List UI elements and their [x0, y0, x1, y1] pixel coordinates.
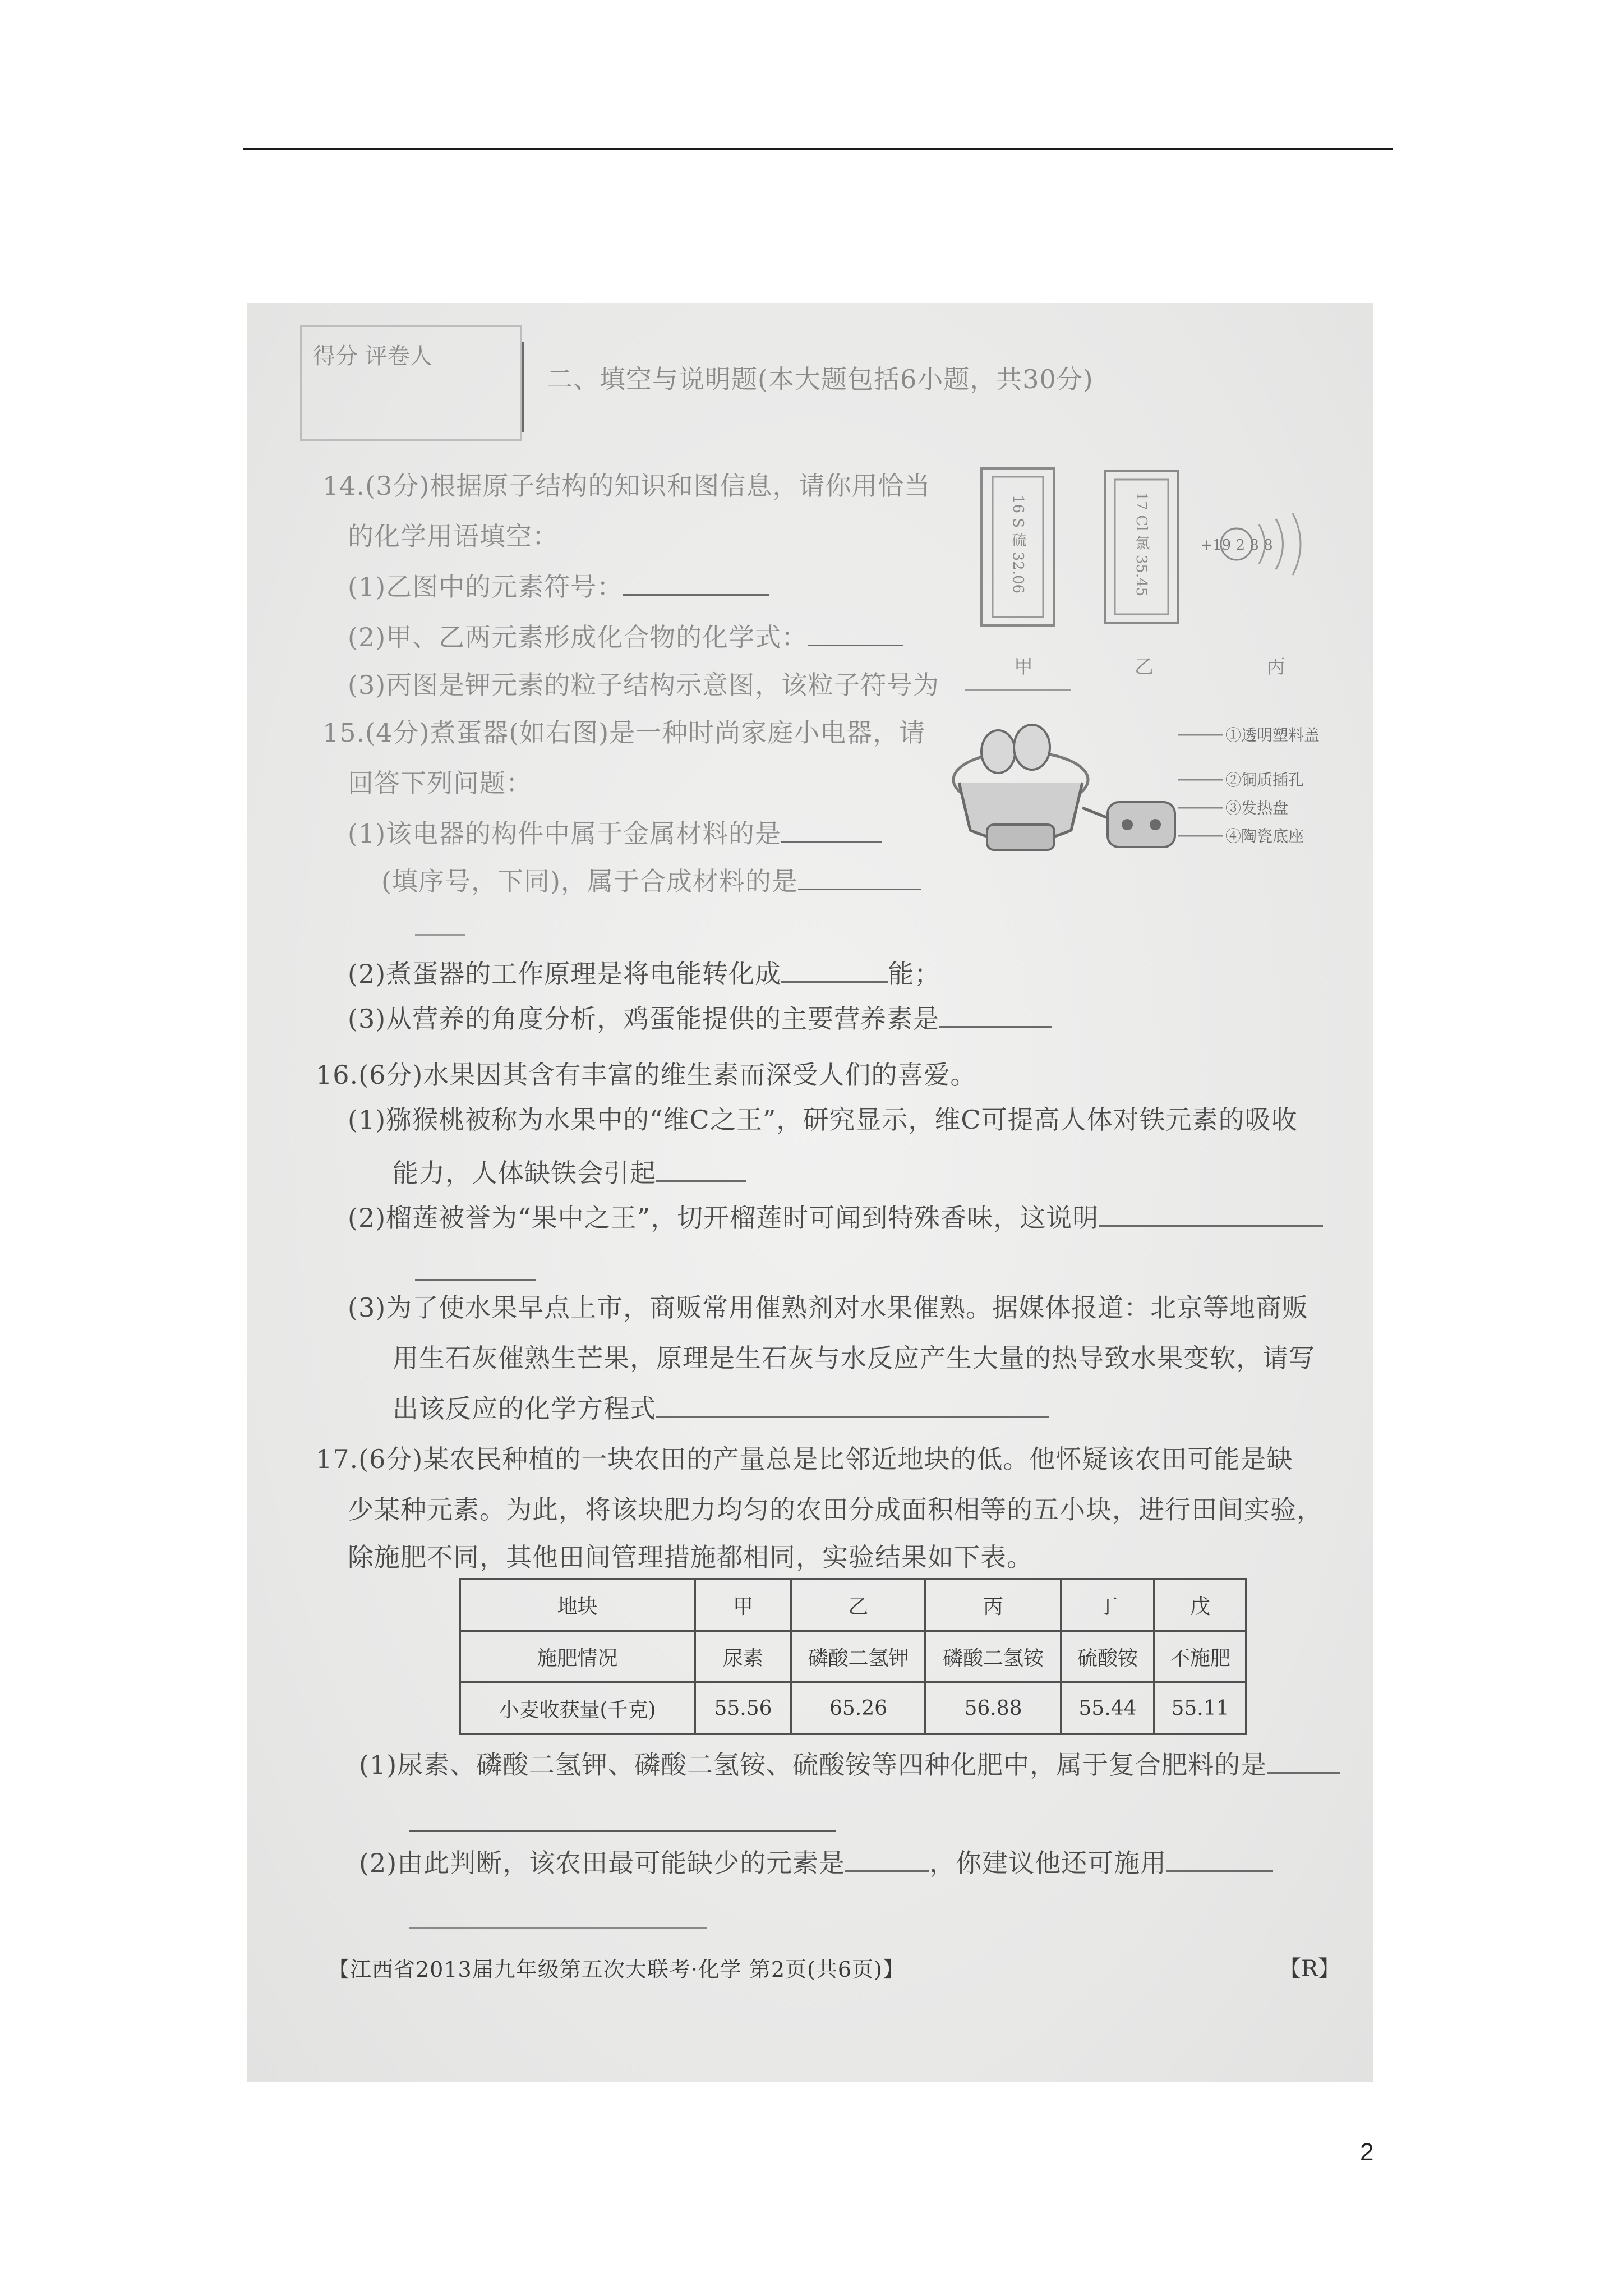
table-row: [460, 1579, 1246, 1631]
q14-stem-line2: 的化学用语填空：: [348, 521, 559, 551]
fig-label-jia: 甲: [1014, 656, 1033, 678]
q17-blank1: [1267, 1772, 1340, 1774]
table-cell: 施肥情况: [460, 1631, 695, 1682]
q15-part3: (3)从营养的角度分析，鸡蛋能提供的主要营养素是: [348, 999, 1052, 1036]
q14-stem-line1: 14.(3分)根据原子结构的知识和图信息，请你用恰当: [322, 471, 931, 501]
q14-figure: [970, 460, 1312, 696]
q15-blank2-cont: [415, 934, 465, 936]
q16-blank1: [656, 1180, 746, 1182]
q17-stem-line2: 少某种元素。为此，将该块肥力均匀的农田分成面积相等的五小块，进行田间实验，: [348, 1494, 1323, 1525]
q14-blank2: [808, 645, 903, 646]
section-divider: [522, 342, 524, 432]
q16-blank2: [1099, 1225, 1323, 1227]
table-cell: 65.26: [791, 1682, 925, 1734]
table-cell: 磷酸二氢铵: [925, 1631, 1061, 1682]
q15-stem-line1: 15.(4分)煮蛋器(如右图)是一种时尚家庭小电器，请: [322, 717, 926, 748]
callout-lines: [1178, 735, 1223, 836]
section-title: 二、填空与说明题(本大题包括6小题，共30分): [547, 364, 1094, 394]
q16-stem: 16.(6分)水果因其含有丰富的维生素而深受人们的喜爱。: [316, 1060, 977, 1090]
q16-blank3: [656, 1416, 1049, 1418]
svg-text:16 S 硫 32.06: 16 S 硫 32.06: [1009, 494, 1026, 594]
callout-base: ④陶瓷底座: [1225, 827, 1304, 845]
q14-part1: (1)乙图中的元素符号：: [348, 567, 769, 604]
q15-blank2: [798, 889, 921, 890]
table-cell: 丙: [925, 1579, 1061, 1631]
table-row: [460, 1682, 1246, 1734]
exam-footer: 【江西省2013届九年级第五次大联考·化学 第2页(共6页)】: [328, 1957, 905, 1982]
svg-text:+19 2 8 8: +19 2 8 8: [1200, 537, 1273, 554]
svg-text:17 Cl 氯 35.45: 17 Cl 氯 35.45: [1133, 491, 1150, 597]
table-cell: 乙: [791, 1579, 925, 1631]
q17-blank1-cont: [409, 1830, 836, 1832]
table-cell: 尿素: [695, 1631, 791, 1682]
table-cell: 硫酸铵: [1061, 1631, 1154, 1682]
score-box: [300, 325, 522, 441]
q16-blank2-cont: [415, 1279, 536, 1281]
table-cell: 56.88: [925, 1682, 1061, 1734]
table-cell: 55.44: [1061, 1682, 1154, 1734]
table-cell: 55.11: [1154, 1682, 1246, 1734]
q16-part3-line2: 用生石灰催熟生芒果，原理是生石灰与水反应产生大量的热导致水果变软，请写: [393, 1343, 1315, 1373]
callout-socket: ②铜质插孔: [1225, 771, 1304, 789]
table-cell: 小麦收获量(千克): [460, 1682, 695, 1734]
q15-part2: (2)煮蛋器的工作原理是将电能转化成 能；: [348, 959, 941, 989]
table-cell: 戊: [1154, 1579, 1246, 1631]
q15-blank3: [781, 981, 888, 983]
q15-stem-line2: 回答下列问题：: [348, 768, 532, 798]
q16-part3-line1: (3)为了使水果早点上市，商贩常用催熟剂对水果催熟。据媒体报道：北京等地商贩: [348, 1292, 1309, 1323]
score-box-label: 得分 评卷人: [313, 343, 432, 369]
callout-cover: ①透明塑料盖: [1225, 726, 1320, 744]
q15-part1-cont: (填序号，下同)，属于合成材料的是: [381, 861, 921, 898]
q17-blank3: [1166, 1870, 1273, 1872]
table-cell: 55.56: [695, 1682, 791, 1734]
table-cell: 丁: [1061, 1579, 1154, 1631]
q17-blank2: [845, 1870, 929, 1872]
table-cell: 磷酸二氢钾: [791, 1631, 925, 1682]
element-card-chlorine: [1105, 471, 1178, 623]
potassium-ion-diagram: [1200, 513, 1301, 575]
table-cell: 地块: [460, 1579, 695, 1631]
q15-blank4: [939, 1026, 1052, 1028]
q17-part2: (2)由此判断，该农田最可能缺少的元素是 ，你建议他还可施用: [359, 1843, 1273, 1880]
table-cell: 不施肥: [1154, 1631, 1246, 1682]
fig-label-bing: 丙: [1266, 656, 1285, 678]
q15-blank1: [781, 841, 882, 843]
q14-blank1: [623, 594, 769, 596]
q17-blank3-cont: [409, 1927, 707, 1929]
q17-stem-line1: 17.(6分)某农民种植的一块农田的产量总是比邻近地块的低。他怀疑该农田可能是缺: [316, 1444, 1293, 1474]
table-row: [460, 1631, 1246, 1682]
q17-part1: (1)尿素、磷酸二氢钾、磷酸二氢铵、硫酸铵等四种化肥中，属于复合肥料的是: [359, 1745, 1340, 1782]
q14-part2: (2)甲、乙两元素形成化合物的化学式：: [348, 617, 903, 654]
element-card-sulfur: [981, 468, 1054, 625]
q15-part1: (1)该电器的构件中属于金属材料的是: [348, 813, 882, 850]
exam-version-badge: 【R】: [1279, 1956, 1341, 1982]
q16-part1-line1: (1)猕猴桃被称为水果中的“维C之王”，研究显示，维C可提高人体对铁元素的吸收: [348, 1105, 1298, 1135]
egg-cooker-figure: [948, 712, 1324, 881]
q17-stem-line3: 除施肥不同，其他田间管理措施都相同，实验结果如下表。: [348, 1542, 1033, 1572]
q14-part3: (3)丙图是钾元素的粒子结构示意图，该粒子符号为: [348, 670, 940, 700]
q16-part1-line2: 能力，人体缺铁会引起: [393, 1153, 746, 1190]
q16-part3-line3: 出该反应的化学方程式: [393, 1388, 1049, 1425]
header-rule: [243, 148, 1393, 150]
q16-part2: (2)榴莲被誉为“果中之王”，切开榴莲时可闻到特殊香味，这说明: [348, 1198, 1323, 1235]
page-number: 2: [1360, 2138, 1374, 2166]
fig-label-yi: 乙: [1135, 656, 1154, 678]
table-cell: 甲: [695, 1579, 791, 1631]
callout-heater: ③发热盘: [1225, 799, 1289, 817]
fertilizer-results-table: [459, 1578, 1247, 1735]
egg-cooker-illustration: [953, 725, 1175, 850]
